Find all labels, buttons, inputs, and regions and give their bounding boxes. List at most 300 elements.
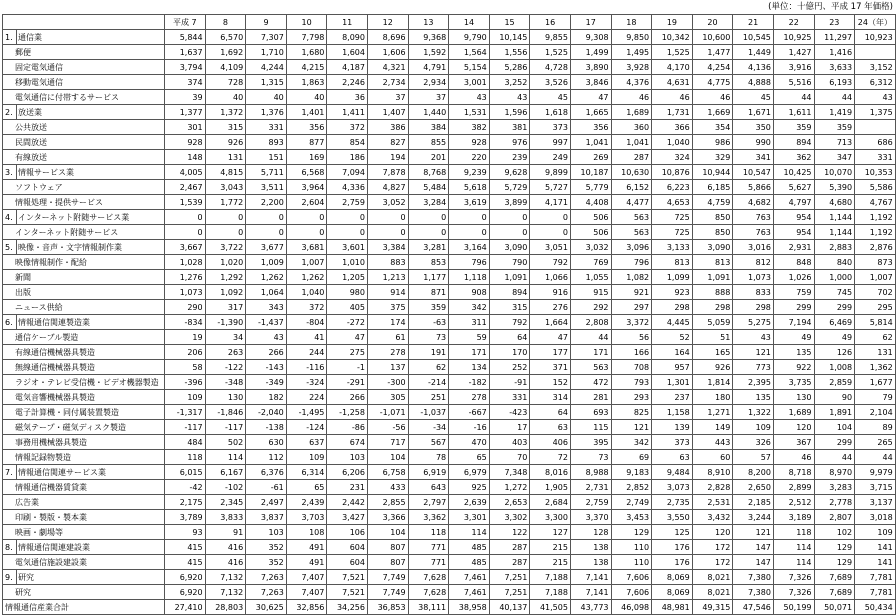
- cell-value: 49: [773, 330, 814, 345]
- cell-value: 120: [773, 420, 814, 435]
- cell-value: 3,051: [530, 240, 571, 255]
- cell-value: 174: [367, 315, 408, 330]
- cell-value: 201: [408, 150, 449, 165]
- cell-value: 278: [449, 390, 490, 405]
- cell-value: 1,362: [855, 360, 896, 375]
- cell-value: 359: [773, 120, 814, 135]
- cell-value: 6,469: [814, 315, 855, 330]
- cell-value: -1,495: [286, 405, 327, 420]
- cell-value: 38,111: [408, 600, 449, 615]
- cell-value: 4,376: [611, 75, 652, 90]
- cell-value: 1,026: [773, 270, 814, 285]
- cell-value: 2,497: [246, 495, 287, 510]
- cell-value: 5,814: [855, 315, 896, 330]
- cell-value: 3,362: [408, 510, 449, 525]
- cell-value: 317: [205, 300, 246, 315]
- cell-value: 1,449: [733, 45, 774, 60]
- cell-value: 1,372: [205, 105, 246, 120]
- row-label: 通信ケーブル製造: [3, 330, 165, 345]
- cell-value: 7,348: [489, 465, 530, 480]
- year-header: 11: [327, 15, 368, 30]
- cell-value: 7,263: [246, 585, 287, 600]
- cell-value: -1: [327, 360, 368, 375]
- cell-value: 6,568: [286, 165, 327, 180]
- table-row: [3, 330, 896, 345]
- cell-value: 109: [855, 525, 896, 540]
- cell-value: 7,251: [489, 585, 530, 600]
- section-row: [3, 105, 896, 120]
- cell-value: 9,308: [570, 30, 611, 45]
- cell-value: 171: [570, 345, 611, 360]
- cell-value: 263: [205, 345, 246, 360]
- cell-value: 2,639: [449, 495, 490, 510]
- cell-value: -42: [165, 480, 206, 495]
- cell-value: 40: [286, 90, 327, 105]
- cell-value: 3,899: [489, 195, 530, 210]
- cell-value: 299: [773, 300, 814, 315]
- cell-value: 177: [530, 345, 571, 360]
- cell-value: -116: [286, 360, 327, 375]
- cell-value: 1,604: [327, 45, 368, 60]
- cell-value: -272: [327, 315, 368, 330]
- cell-value: 301: [165, 120, 206, 135]
- cell-value: 3,016: [733, 240, 774, 255]
- cell-value: 276: [530, 300, 571, 315]
- cell-value: 108: [286, 525, 327, 540]
- row-label: 電子計算機・同付属装置製造: [3, 405, 165, 420]
- cell-value: 3,052: [367, 195, 408, 210]
- row-label: 情報通信関連サービス業: [17, 465, 165, 480]
- cell-value: 6,167: [205, 465, 246, 480]
- cell-value: 73: [408, 330, 449, 345]
- cell-value: 2,749: [611, 495, 652, 510]
- cell-value: 131: [205, 150, 246, 165]
- cell-value: 8,768: [408, 165, 449, 180]
- cell-value: 147: [733, 555, 774, 570]
- cell-value: 563: [611, 225, 652, 240]
- cell-value: 47: [570, 90, 611, 105]
- cell-value: 0: [286, 225, 327, 240]
- cell-value: 9,484: [652, 465, 693, 480]
- year-header: 15: [489, 15, 530, 30]
- cell-value: 3,384: [367, 240, 408, 255]
- row-label: 磁気テープ・磁気ディスク製造: [3, 420, 165, 435]
- cell-value: 103: [327, 450, 368, 465]
- cell-value: 43: [855, 90, 896, 105]
- cell-value: 4,728: [530, 60, 571, 75]
- year-header: 12: [367, 15, 408, 30]
- cell-value: -182: [449, 375, 490, 390]
- cell-value: 1,606: [367, 45, 408, 60]
- cell-value: 1,680: [286, 45, 327, 60]
- cell-value: 70: [489, 450, 530, 465]
- cell-value: 954: [773, 210, 814, 225]
- cell-value: 7,689: [814, 585, 855, 600]
- row-label: 広告業: [3, 495, 165, 510]
- cell-value: 6,376: [246, 465, 287, 480]
- cell-value: 58: [165, 360, 206, 375]
- cell-value: 1,000: [814, 270, 855, 285]
- cell-value: 275: [327, 345, 368, 360]
- cell-value: 997: [530, 135, 571, 150]
- cell-value: -34: [408, 420, 449, 435]
- cell-value: 170: [489, 345, 530, 360]
- cell-value: 674: [327, 435, 368, 450]
- cell-value: 1,010: [327, 255, 368, 270]
- cell-value: 90: [814, 390, 855, 405]
- cell-value: 8,200: [733, 465, 774, 480]
- cell-value: 1,099: [652, 270, 693, 285]
- cell-value: 2,395: [733, 375, 774, 390]
- cell-value: 5,275: [733, 315, 774, 330]
- cell-value: 853: [408, 255, 449, 270]
- cell-value: 567: [408, 435, 449, 450]
- row-label: 情報記録物製造: [3, 450, 165, 465]
- cell-value: 1,082: [611, 270, 652, 285]
- cell-value: 790: [489, 255, 530, 270]
- cell-value: 39: [165, 90, 206, 105]
- section-number: 3.: [3, 165, 17, 180]
- cell-value: 1,301: [652, 375, 693, 390]
- cell-value: 134: [449, 360, 490, 375]
- cell-value: 72: [530, 450, 571, 465]
- cell-value: 65: [286, 480, 327, 495]
- cell-value: 40,137: [489, 600, 530, 615]
- cell-value: -1,071: [367, 405, 408, 420]
- cell-value: 215: [530, 540, 571, 555]
- year-header: 24（年）: [855, 15, 896, 30]
- cell-value: 3,833: [205, 510, 246, 525]
- cell-value: 131: [855, 345, 896, 360]
- cell-value: 46: [692, 90, 733, 105]
- cell-value: 7,326: [773, 585, 814, 600]
- cell-value: 27,410: [165, 600, 206, 615]
- cell-value: 1,731: [652, 105, 693, 120]
- cell-value: 10,925: [773, 30, 814, 45]
- table-row: [3, 390, 896, 405]
- cell-value: 771: [408, 555, 449, 570]
- cell-value: 45: [733, 90, 774, 105]
- cell-value: 3,283: [814, 480, 855, 495]
- cell-value: 6,920: [165, 585, 206, 600]
- cell-value: 331: [246, 120, 287, 135]
- cell-value: 986: [692, 135, 733, 150]
- cell-value: 3,372: [611, 315, 652, 330]
- cell-value: 5,154: [449, 60, 490, 75]
- cell-value: 265: [855, 435, 896, 450]
- cell-value: 324: [652, 150, 693, 165]
- section-number: 8.: [3, 540, 17, 555]
- cell-value: 215: [530, 555, 571, 570]
- table-row: [3, 420, 896, 435]
- year-header: 平成 7: [165, 15, 206, 30]
- cell-value: 4,797: [773, 195, 814, 210]
- table-row: [3, 405, 896, 420]
- row-label: 映画・劇場等: [3, 525, 165, 540]
- cell-value: 2,852: [611, 480, 652, 495]
- cell-value: 3,090: [692, 240, 733, 255]
- cell-value: 807: [367, 540, 408, 555]
- cell-value: 745: [814, 285, 855, 300]
- row-label: 情報通信機器賃貸業: [3, 480, 165, 495]
- cell-value: 352: [246, 555, 287, 570]
- cell-value: 5,779: [570, 180, 611, 195]
- cell-value: 9,628: [489, 165, 530, 180]
- cell-value: 728: [205, 75, 246, 90]
- cell-value: 850: [692, 210, 733, 225]
- cell-value: 186: [327, 150, 368, 165]
- cell-value: 1,495: [611, 45, 652, 60]
- row-label: 電気通信施設建設業: [3, 555, 165, 570]
- section-number: 6.: [3, 315, 17, 330]
- cell-value: 4,682: [733, 195, 774, 210]
- cell-value: 2,808: [570, 315, 611, 330]
- cell-value: 44: [773, 90, 814, 105]
- cell-value: 928: [165, 135, 206, 150]
- cell-value: -300: [367, 375, 408, 390]
- cell-value: -1,258: [327, 405, 368, 420]
- cell-value: 281: [570, 390, 611, 405]
- cell-value: 137: [367, 360, 408, 375]
- cell-value: 2,531: [692, 495, 733, 510]
- cell-value: 359: [408, 300, 449, 315]
- cell-value: 1,499: [570, 45, 611, 60]
- cell-value: 5,711: [246, 165, 287, 180]
- cell-value: 115: [570, 420, 611, 435]
- cell-value: 2,883: [814, 240, 855, 255]
- cell-value: 3,152: [855, 60, 896, 75]
- cell-value: 4,888: [733, 75, 774, 90]
- cell-value: 415: [165, 555, 206, 570]
- year-header: 23: [814, 15, 855, 30]
- cell-value: 2,512: [773, 495, 814, 510]
- cell-value: 17: [489, 420, 530, 435]
- cell-value: 118: [408, 525, 449, 540]
- cell-value: 7,689: [814, 570, 855, 585]
- cell-value: 3,703: [286, 510, 327, 525]
- cell-value: 182: [246, 390, 287, 405]
- cell-value: 1,040: [286, 285, 327, 300]
- cell-value: 1,008: [814, 360, 855, 375]
- cell-value: 10,547: [733, 165, 774, 180]
- cell-value: -138: [246, 420, 287, 435]
- cell-value: 8,021: [692, 570, 733, 585]
- cell-value: 812: [733, 255, 774, 270]
- cell-value: 7,628: [408, 585, 449, 600]
- cell-value: 4,791: [408, 60, 449, 75]
- cell-value: -214: [408, 375, 449, 390]
- section-number: 1.: [3, 30, 17, 45]
- cell-value: 7,878: [367, 165, 408, 180]
- cell-value: 1,689: [611, 105, 652, 120]
- cell-value: 3,164: [449, 240, 490, 255]
- cell-value: 5,844: [165, 30, 206, 45]
- cell-value: 877: [286, 135, 327, 150]
- cell-value: 64: [530, 405, 571, 420]
- cell-value: 807: [367, 555, 408, 570]
- cell-value: 372: [286, 300, 327, 315]
- cell-value: 7,461: [449, 570, 490, 585]
- cell-value: 366: [652, 120, 693, 135]
- cell-value: 191: [408, 345, 449, 360]
- cell-value: 359: [814, 120, 855, 135]
- cell-value: 2,345: [205, 495, 246, 510]
- cell-value: 295: [855, 300, 896, 315]
- cell-value: 381: [489, 120, 530, 135]
- cell-value: 1,322: [733, 405, 774, 420]
- cell-value: 893: [246, 135, 287, 150]
- cell-value: 5,586: [855, 180, 896, 195]
- cell-value: 3,284: [408, 195, 449, 210]
- cell-value: 1,814: [692, 375, 733, 390]
- table-row: [3, 90, 896, 105]
- table-row: [3, 480, 896, 495]
- cell-value: 7,521: [327, 570, 368, 585]
- cell-value: 109: [286, 450, 327, 465]
- cell-value: 69: [611, 450, 652, 465]
- cell-value: 3,526: [530, 75, 571, 90]
- cell-value: 8,910: [692, 465, 733, 480]
- cell-value: 3,252: [489, 75, 530, 90]
- row-label: ニュース供給: [3, 300, 165, 315]
- cell-value: 114: [773, 555, 814, 570]
- cell-value: 342: [449, 300, 490, 315]
- year-header: 20: [692, 15, 733, 30]
- cell-value: 180: [692, 390, 733, 405]
- table-row: [3, 45, 896, 60]
- table-row: [3, 360, 896, 375]
- cell-value: 269: [570, 150, 611, 165]
- cell-value: 7,798: [286, 30, 327, 45]
- cell-value: -63: [408, 315, 449, 330]
- cell-value: -834: [165, 315, 206, 330]
- cell-value: 45: [530, 90, 571, 105]
- cell-value: 34: [205, 330, 246, 345]
- cell-value: 1,772: [205, 195, 246, 210]
- table-row: [3, 495, 896, 510]
- cell-value: 50,071: [814, 600, 855, 615]
- cell-value: 484: [165, 435, 206, 450]
- cell-value: 1,091: [489, 270, 530, 285]
- cell-value: 6,015: [165, 465, 206, 480]
- cell-value: 1,891: [814, 405, 855, 420]
- section-row: [3, 240, 896, 255]
- cell-value: 129: [814, 540, 855, 555]
- cell-value: 693: [570, 405, 611, 420]
- cell-value: 7,307: [246, 30, 287, 45]
- cell-value: 0: [165, 210, 206, 225]
- cell-value: 1,669: [692, 105, 733, 120]
- table-row: [3, 585, 896, 600]
- cell-value: 7,521: [327, 585, 368, 600]
- cell-value: 7,461: [449, 585, 490, 600]
- table-row: [3, 60, 896, 75]
- cell-value: 717: [367, 435, 408, 450]
- cell-value: 1,040: [652, 135, 693, 150]
- cell-value: 4,336: [327, 180, 368, 195]
- cell-value: 848: [773, 255, 814, 270]
- cell-value: -1,037: [408, 405, 449, 420]
- cell-value: 3,366: [367, 510, 408, 525]
- cell-value: 151: [246, 150, 287, 165]
- cell-value: 1,375: [855, 105, 896, 120]
- cell-value: 298: [692, 300, 733, 315]
- cell-value: -423: [489, 405, 530, 420]
- cell-value: 976: [489, 135, 530, 150]
- table-row: [3, 180, 896, 195]
- cell-value: 374: [165, 75, 206, 90]
- cell-value: 3,794: [165, 60, 206, 75]
- year-header: 9: [246, 15, 287, 30]
- cell-value: 1,020: [205, 255, 246, 270]
- cell-value: 3,619: [449, 195, 490, 210]
- cell-value: 2,731: [570, 480, 611, 495]
- row-label: 電気音響機械器具製造: [3, 390, 165, 405]
- cell-value: 6,758: [367, 465, 408, 480]
- cell-value: 2,604: [286, 195, 327, 210]
- row-label: 研究: [17, 570, 165, 585]
- cell-value: 10,545: [733, 30, 774, 45]
- cell-value: 2,859: [814, 375, 855, 390]
- cell-value: 125: [652, 525, 693, 540]
- cell-value: 4,767: [855, 195, 896, 210]
- cell-value: 6,193: [814, 75, 855, 90]
- section-row: [3, 165, 896, 180]
- cell-value: 4,136: [733, 60, 774, 75]
- cell-value: -124: [286, 420, 327, 435]
- cell-value: 563: [611, 210, 652, 225]
- cell-value: 46: [773, 450, 814, 465]
- cell-value: 4,215: [286, 60, 327, 75]
- cell-value: 3,837: [246, 510, 287, 525]
- cell-value: 62: [408, 360, 449, 375]
- cell-value: 773: [733, 360, 774, 375]
- cell-value: 384: [408, 120, 449, 135]
- cell-value: -61: [246, 480, 287, 495]
- cell-value: 1,525: [530, 45, 571, 60]
- cell-value: 2,175: [165, 495, 206, 510]
- cell-value: 287: [611, 150, 652, 165]
- cell-value: 224: [286, 390, 327, 405]
- cell-value: 2,185: [733, 495, 774, 510]
- cell-value: 11,297: [814, 30, 855, 45]
- cell-value: 6,312: [855, 75, 896, 90]
- cell-value: 2,104: [855, 405, 896, 420]
- cell-value: 4,005: [165, 165, 206, 180]
- cell-value: 102: [814, 525, 855, 540]
- cell-value: 19: [165, 330, 206, 345]
- table-body: [3, 30, 896, 615]
- cell-value: 3,964: [286, 180, 327, 195]
- row-label: 印刷・製版・製本業: [3, 510, 165, 525]
- cell-value: 62: [855, 330, 896, 345]
- cell-value: 702: [855, 285, 896, 300]
- cell-value: 3,715: [855, 480, 896, 495]
- cell-value: -1,846: [205, 405, 246, 420]
- cell-value: 122: [489, 525, 530, 540]
- cell-value: 7,380: [733, 585, 774, 600]
- cell-value: 1,073: [733, 270, 774, 285]
- cell-value: 73: [570, 450, 611, 465]
- cell-value: -804: [286, 315, 327, 330]
- cell-value: 8,696: [367, 30, 408, 45]
- cell-value: 7,263: [246, 570, 287, 585]
- cell-value: 331: [489, 390, 530, 405]
- row-label: 情報通信関連製造業: [17, 315, 165, 330]
- cell-value: 0: [327, 210, 368, 225]
- cell-value: 0: [449, 225, 490, 240]
- cell-value: 130: [205, 390, 246, 405]
